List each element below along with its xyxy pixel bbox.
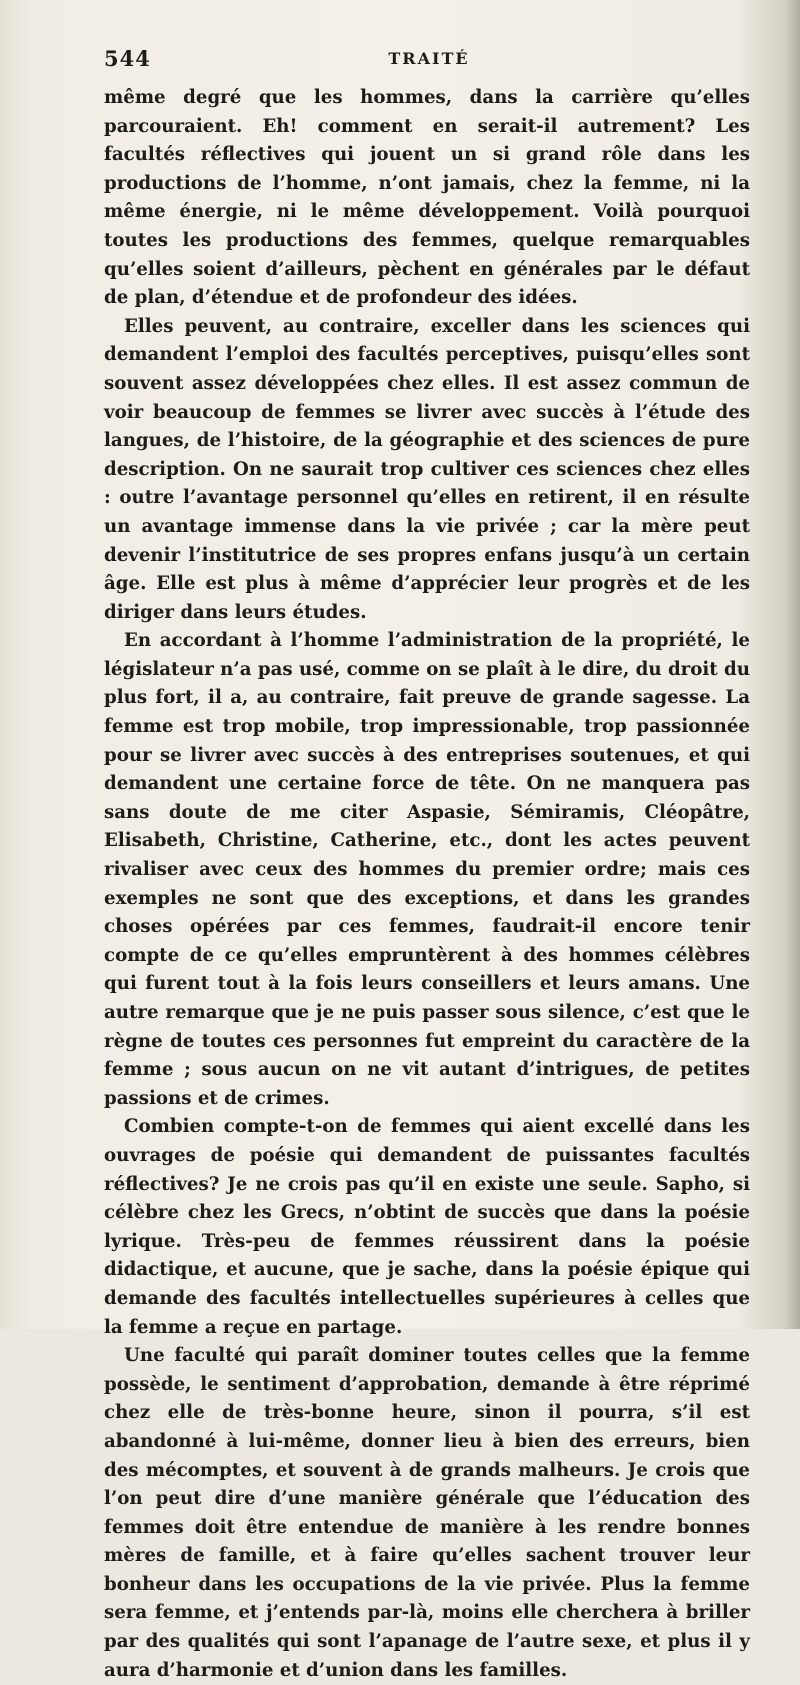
paragraph-2: Elles peuvent, au contraire, exceller dans les sciences qui demandent l’emploi des facultés perceptives, puisqu’elles sont souvent assez développées chez elles. Il est assez commun de voir beaucoup de femmes se livrer avec succès à l’étude des langues, de l’histoire, de la géographie et des sciences de pure description. On ne saurait trop cultiver ces sciences chez elles : outre l’avantage personnel qu’elles en retirent, il en résulte un avantage immense dans la vie privée ; car la mère peut devenir l’institutrice de ses propres enfans jusqu’à un certain âge. Elle est plus à même d’apprécier leur progrès et de les diriger dans leurs études. bbox=[104, 315, 750, 623]
paragraph-3: En accordant à l’homme l’administration de la propriété, le législateur n’a pas usé, comme on se plaît à le dire, du droit du plus fort, il a, au contraire, fait preuve de grande sagesse. La femme est trop mobile, trop impressionable, trop passionnée pour se livrer avec succès à des entreprises soutenues, et qui demandent une certaine force de tête. On ne manquera pas sans doute de me citer Aspasie, Sémiramis, Cléopâtre, Elisabeth, Christine, Catherine, etc., dont les actes peuvent rivaliser avec ceux des hommes du premier ordre; mais ces exemples ne sont que des exceptions, et dans les grandes choses opérées par ces femmes, faudrait-il encore tenir compte de ce qu’elles empruntèrent à des hommes célèbres qui furent tout à la fois leurs conseillers et leurs amans. Une autre remarque que je ne puis passer sous silence, c’est que le règne de toutes ces personnes fut empreint du caractère de la femme ; sous aucun on ne vit autant d’intrigues, de petites passions et de crimes. bbox=[104, 630, 750, 1109]
paragraph-1: même degré que les hommes, dans la carrière qu’elles parcouraient. Eh! comment en serait-il autrement? Les facultés réflectives qui jouent un si grand rôle dans les productions de l’homme, n’ont jamais, chez la femme, ni la même énergie, ni le même développement. Voilà pourquoi toutes les productions des femmes, quelque remarquables qu’elles soient d’ailleurs, pèchent en générales par le défaut de plan, d’étendue et de profondeur des idées. bbox=[104, 87, 750, 309]
page-edge-shadow bbox=[786, 0, 800, 1329]
running-title: TRAITÉ bbox=[388, 49, 470, 68]
running-head bbox=[104, 46, 754, 76]
body-text bbox=[104, 84, 750, 1685]
paragraph-4: Combien compte-t-on de femmes qui aient excellé dans les ouvrages de poésie qui demandent de puissantes facultés réflectives? Je ne crois pas qu’il en existe une seule. Sapho, si célèbre chez les Grecs, n’obtint de succès que dans la poésie lyrique. Très-peu de femmes réussirent dans la poésie didactique, et aucune, que je sache, dans la poésie épique qui demande des facultés intellectuelles supérieures à celles que la femme a reçue en partage. bbox=[104, 1116, 750, 1338]
page-number: 544 bbox=[104, 46, 151, 71]
paragraph-5: Une faculté qui paraît dominer toutes celles que la femme possède, le sentiment d’approbation, demande à être réprimé chez elle de très-bonne heure, sinon il pourra, s’il est abandonné à lui-même, donner lieu à bien des erreurs, bien des mécomptes, et souvent à de grands malheurs. Je crois que l’on peut dire d’une manière générale que l’éducation des femmes doit être entendue de manière à les rendre bonnes mères de famille, et à faire qu’elles sachent trouver leur bonheur dans les occupations de la vie privée. Plus la femme sera femme, et j’entends par-là, moins elle cherchera à briller par des qualités qui sont l’apanage de l’autre sexe, et plus il y aura d’harmonie et d’union dans les familles. bbox=[104, 1345, 750, 1681]
